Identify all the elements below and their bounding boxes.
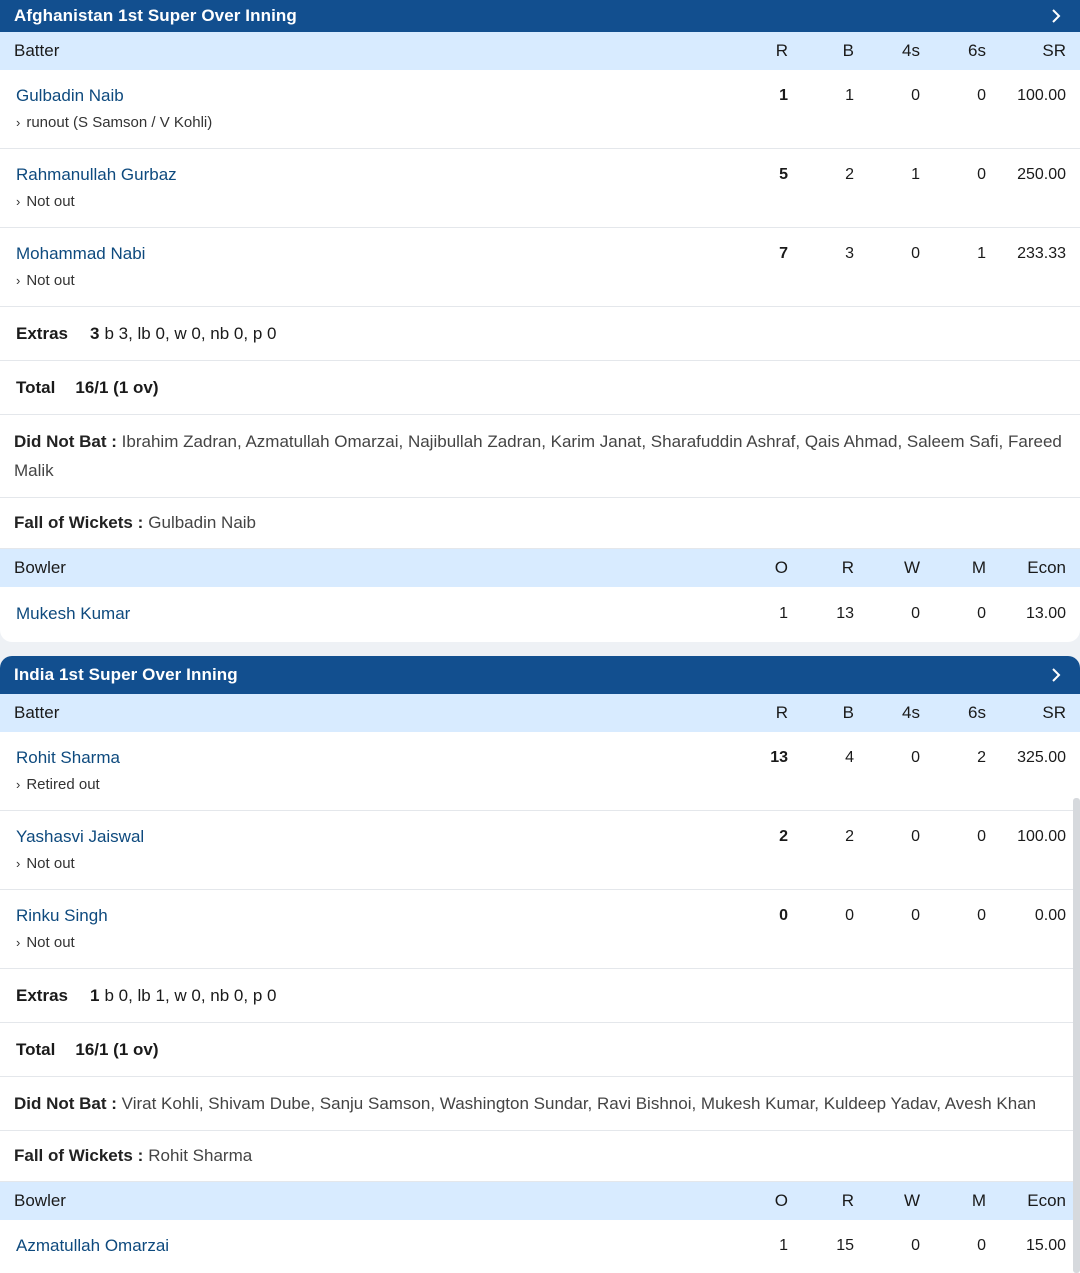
total-label: Total	[16, 377, 56, 397]
dismissal-text: runout (S Samson / V Kohli)	[26, 114, 213, 131]
header-strike-rate: SR	[1042, 41, 1066, 60]
batter-sixes: 0	[977, 828, 986, 845]
dismissal[interactable]	[16, 272, 1066, 289]
batter-row	[0, 890, 1080, 969]
header-economy: Econ	[1027, 558, 1066, 577]
innings-title: Afghanistan 1st Super Over Inning	[14, 6, 297, 25]
bowler-row	[0, 1220, 1080, 1272]
header-runs: R	[775, 41, 788, 60]
extras-row	[0, 969, 1080, 1023]
batter-strike-rate: 100.00	[1017, 828, 1066, 845]
did-not-bat	[0, 415, 1080, 498]
dismissal[interactable]	[16, 934, 1066, 951]
header-economy: Econ	[1027, 1191, 1066, 1210]
batter-row	[0, 70, 1080, 149]
batter-sixes: 2	[977, 749, 986, 766]
extras-label: Extras	[16, 985, 68, 1005]
bowler-runs: 15	[836, 1237, 854, 1254]
batter-sixes: 0	[977, 166, 986, 183]
batter-strike-rate: 325.00	[1017, 749, 1066, 766]
bowler-column-headers	[0, 1182, 1080, 1220]
header-overs: O	[774, 1191, 788, 1210]
bowler-row	[0, 587, 1080, 640]
dismissal-text: Not out	[26, 272, 75, 289]
batter-runs: 7	[779, 245, 788, 262]
batter-strike-rate: 0.00	[1034, 907, 1066, 924]
header-sixes: 6s	[968, 41, 986, 60]
dismissal-text: Not out	[26, 193, 75, 210]
bowler-runs: 13	[836, 604, 854, 622]
fall-of-wickets-value: Gulbadin Naib	[148, 513, 257, 532]
fall-of-wickets-value: Rohit Sharma	[148, 1146, 253, 1165]
batter-row	[0, 149, 1080, 228]
batter-sixes: 1	[977, 245, 986, 262]
batter-balls: 4	[845, 749, 854, 766]
batter-strike-rate: 100.00	[1017, 87, 1066, 104]
batter-strike-rate: 233.33	[1017, 245, 1066, 262]
fall-of-wickets-label: Fall of Wickets :	[14, 513, 144, 532]
chevron-right-small-icon: ›	[16, 777, 21, 792]
header-strike-rate: SR	[1042, 703, 1066, 722]
chevron-right-small-icon: ›	[16, 856, 21, 871]
batter-name[interactable]: Gulbadin Naib	[16, 86, 124, 105]
bowler-name[interactable]: Mukesh Kumar	[16, 603, 131, 623]
did-not-bat	[0, 1077, 1080, 1131]
batter-sixes: 0	[977, 907, 986, 924]
batter-balls: 2	[845, 828, 854, 845]
batter-column-headers	[0, 694, 1080, 732]
header-wickets: W	[903, 558, 920, 577]
extras-total: 1	[89, 985, 100, 1005]
batter-fours: 0	[911, 245, 920, 262]
innings-header[interactable]	[0, 0, 1080, 32]
header-overs: O	[774, 558, 788, 577]
bowler-wickets: 0	[911, 1237, 920, 1254]
batter-runs: 5	[779, 166, 788, 183]
fall-of-wickets-label: Fall of Wickets :	[14, 1146, 144, 1165]
header-batter: Batter	[14, 703, 60, 722]
header-wickets: W	[903, 1191, 920, 1210]
bowler-economy: 13.00	[1025, 604, 1066, 622]
did-not-bat-list: Virat Kohli, Shivam Dube, Sanju Samson, Washington Sundar, Ravi Bishnoi, Mukesh Kumar, Kuldeep Yadav, Avesh Khan	[121, 1094, 1037, 1113]
bowler-overs: 1	[779, 604, 788, 622]
header-balls: B	[842, 703, 854, 722]
header-maidens: M	[971, 558, 986, 577]
extras-total: 3	[89, 323, 100, 343]
batter-balls: 3	[845, 245, 854, 262]
fall-of-wickets	[0, 498, 1080, 549]
dismissal[interactable]	[16, 114, 1066, 131]
total-row	[0, 361, 1080, 415]
batter-runs: 13	[770, 749, 788, 766]
header-batter: Batter	[14, 41, 60, 60]
batter-balls: 1	[845, 87, 854, 104]
batter-balls: 2	[845, 166, 854, 183]
dismissal[interactable]	[16, 193, 1066, 210]
chevron-right-icon[interactable]	[1046, 665, 1066, 685]
batter-name[interactable]: Yashasvi Jaiswal	[16, 827, 145, 846]
header-runs: R	[775, 703, 788, 722]
batter-balls: 0	[845, 907, 854, 924]
batter-name[interactable]: Rohit Sharma	[16, 748, 120, 767]
batter-fours: 0	[911, 907, 920, 924]
dismissal[interactable]	[16, 855, 1066, 872]
header-bowler: Bowler	[14, 558, 66, 577]
header-sixes: 6s	[968, 703, 986, 722]
batter-fours: 0	[911, 828, 920, 845]
bowler-column-headers	[0, 549, 1080, 587]
batter-name[interactable]: Rahmanullah Gurbaz	[16, 165, 177, 184]
batter-runs: 0	[779, 907, 788, 924]
header-runs: R	[841, 558, 854, 577]
batter-runs: 1	[779, 87, 788, 104]
batter-strike-rate: 250.00	[1017, 166, 1066, 183]
batter-fours: 1	[911, 166, 920, 183]
total-row	[0, 1023, 1080, 1077]
did-not-bat-label: Did Not Bat :	[14, 1094, 117, 1113]
innings-title: India 1st Super Over Inning	[14, 665, 238, 684]
chevron-right-small-icon: ›	[16, 115, 21, 130]
batter-row	[0, 228, 1080, 307]
extras-label: Extras	[16, 323, 68, 343]
batter-fours: 0	[911, 749, 920, 766]
bowler-economy: 15.00	[1025, 1237, 1066, 1254]
header-maidens: M	[971, 1191, 986, 1210]
batter-row	[0, 732, 1080, 811]
total-label: Total	[16, 1039, 56, 1059]
total-value: 16/1 (1 ov)	[75, 377, 159, 397]
batter-runs: 2	[779, 828, 788, 845]
batter-column-headers	[0, 32, 1080, 70]
batter-fours: 0	[911, 87, 920, 104]
header-runs: R	[841, 1191, 854, 1210]
header-bowler: Bowler	[14, 1191, 66, 1210]
innings-card-india	[0, 656, 1080, 1273]
extras-detail: b 3, lb 0, w 0, nb 0, p 0	[104, 323, 277, 343]
bowler-name[interactable]: Azmatullah Omarzai	[16, 1236, 170, 1255]
fall-of-wickets	[0, 1131, 1080, 1182]
did-not-bat-list: Ibrahim Zadran, Azmatullah Omarzai, Najibullah Zadran, Karim Janat, Sharafuddin Ashraf, Qais Ahmad, Saleem Safi, Fareed Malik	[14, 432, 1062, 480]
bowler-wickets: 0	[911, 604, 920, 622]
dismissal[interactable]	[16, 776, 1066, 793]
total-value: 16/1 (1 ov)	[75, 1039, 159, 1059]
chevron-right-small-icon: ›	[16, 273, 21, 288]
batter-name[interactable]: Mohammad Nabi	[16, 244, 146, 263]
chevron-right-small-icon: ›	[16, 935, 21, 950]
extras-detail: b 0, lb 1, w 0, nb 0, p 0	[104, 985, 277, 1005]
batter-sixes: 0	[977, 87, 986, 104]
scrollbar[interactable]	[1073, 798, 1080, 1273]
bowler-maidens: 0	[977, 1237, 986, 1254]
header-fours: 4s	[902, 41, 920, 60]
header-balls: B	[842, 41, 854, 60]
innings-header[interactable]	[0, 656, 1080, 694]
dismissal-text: Not out	[26, 855, 75, 872]
batter-name[interactable]: Rinku Singh	[16, 906, 108, 925]
did-not-bat-label: Did Not Bat :	[14, 432, 117, 451]
bowler-maidens: 0	[977, 604, 986, 622]
header-fours: 4s	[902, 703, 920, 722]
dismissal-text: Not out	[26, 934, 75, 951]
chevron-right-icon[interactable]	[1046, 6, 1066, 26]
extras-row	[0, 307, 1080, 361]
batter-row	[0, 811, 1080, 890]
chevron-right-small-icon: ›	[16, 194, 21, 209]
dismissal-text: Retired out	[26, 776, 100, 793]
bowler-overs: 1	[779, 1237, 788, 1254]
